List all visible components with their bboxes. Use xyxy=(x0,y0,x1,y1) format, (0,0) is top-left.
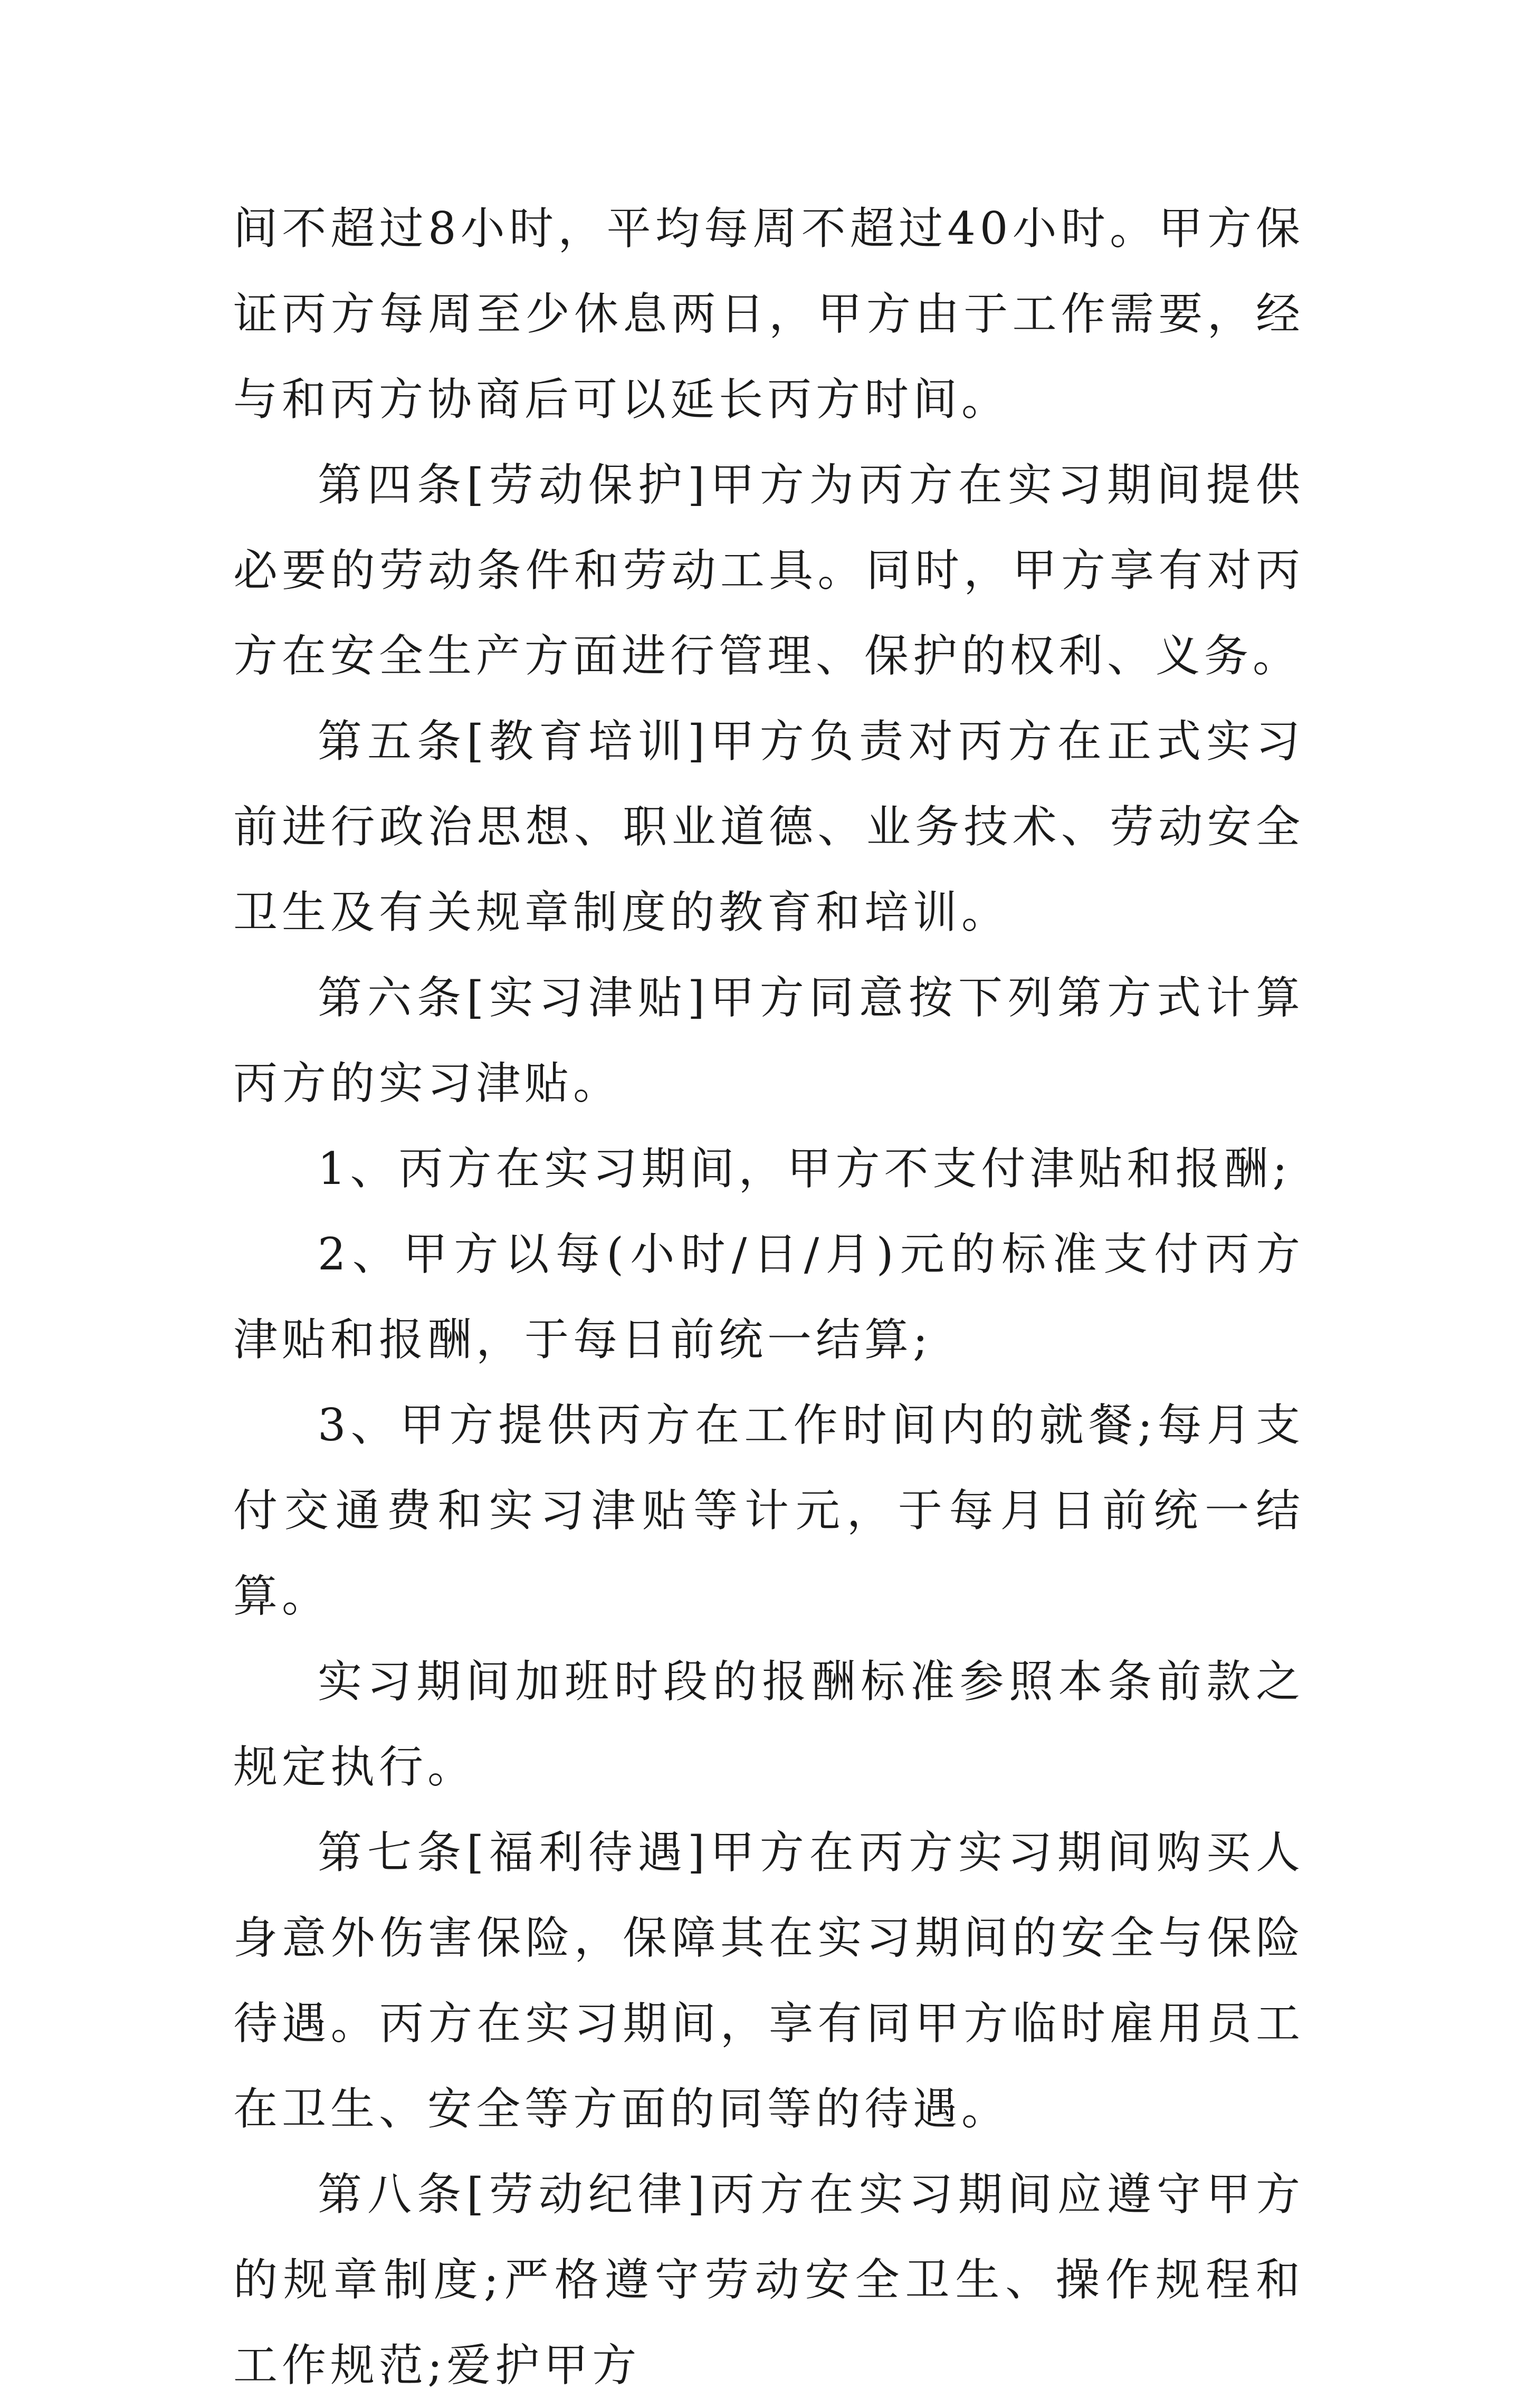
paragraph-article-7-welfare: 第七条[福利待遇]甲方在丙方实习期间购买人身意外伤害保险，保障其在实习期间的安全与保险待遇。丙方在实习期间，享有同甲方临时雇用员工在卫生、安全等方面的同等的待遇。 xyxy=(233,1827,1304,2135)
paragraph-working-hours: 间不超过8小时，平均每周不超过40小时。甲方保证丙方每周至少休息两日，甲方由于工作需要，经与和丙方协商后可以延长丙方时间。 xyxy=(233,203,1304,425)
paragraph-article-5-training: 第五条[教育培训]甲方负责对丙方在正式实习前进行政治思想、职业道德、业务技术、劳动安全卫生及有关规章制度的教育和培训。 xyxy=(233,715,1304,938)
paragraph-allowance-item-1: 1、丙方在实习期间，甲方不支付津贴和报酬; xyxy=(318,1143,1292,1195)
paragraph-overtime-pay: 实习期间加班时段的报酬标准参照本条前款之规定执行。 xyxy=(233,1656,1304,1793)
document-body xyxy=(233,186,1304,2408)
paragraph-article-4-labor-protection: 第四条[劳动保护]甲方为丙方在实习期间提供必要的劳动条件和劳动工具。同时，甲方享有对丙方在安全生产方面进行管理、保护的权利、义务。 xyxy=(233,459,1304,682)
paragraph-article-8-discipline: 第八条[劳动纪律]丙方在实习期间应遵守甲方的规章制度;严格遵守劳动安全卫生、操作规程和工作规范;爱护甲方 xyxy=(233,2168,1304,2391)
paragraph-article-6-allowance: 第六条[实习津贴]甲方同意按下列第方式计算丙方的实习津贴。 xyxy=(233,972,1304,1109)
paragraph-allowance-item-3: 3、甲方提供丙方在工作时间内的就餐;每月支付交通费和实习津贴等计元，于每月日前统一结算。 xyxy=(233,1399,1304,1622)
paragraph-allowance-item-2: 2、甲方以每(小时/日/月)元的标准支付丙方津贴和报酬，于每日前统一结算; xyxy=(233,1228,1304,1365)
